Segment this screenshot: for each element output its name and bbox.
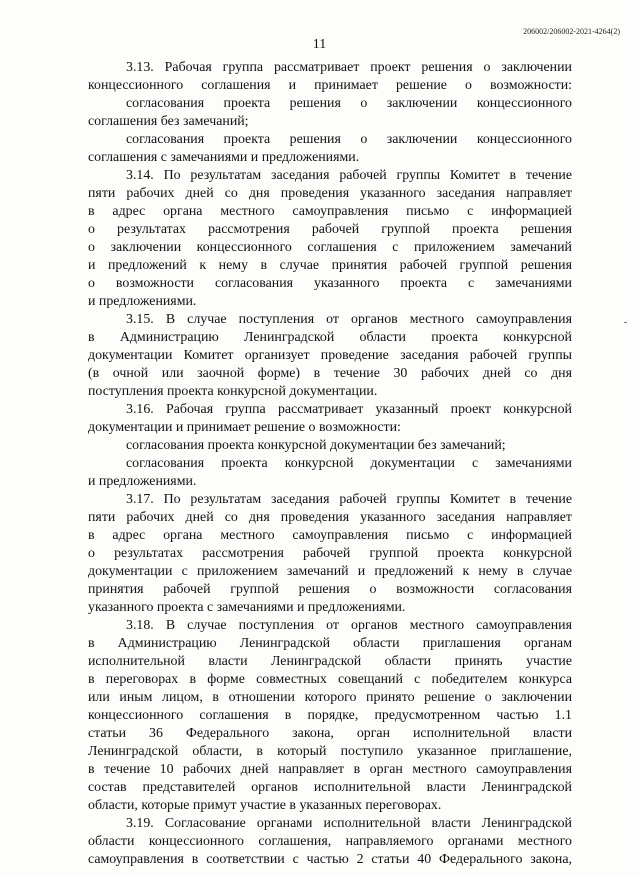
text-line: области концессионного соглашения, направляемого органами местного — [88, 834, 572, 849]
text-line: указанного проекта с замечаниями и предложениями. — [88, 600, 406, 615]
text-line: документации с приложением замечаний и предложений к нему в случае — [88, 564, 572, 579]
text-line: (в очной или заочной форме) в течение 30 рабочих дней со дня — [88, 366, 572, 381]
document-number: 206002/206002-2021-4264(2) — [523, 27, 620, 36]
text-line: и предложений к нему в случае принятия рабочей группой решения — [88, 258, 572, 273]
text-line: самоуправления в соответствии с частью 2 статьи 40 Федерального закона, — [88, 852, 572, 867]
text-line: о возможности согласования указанного проекта с замечаниями — [88, 276, 572, 291]
text-line: принятия рабочей группой решения о возможности согласования — [88, 582, 572, 597]
text-line: согласования проекта решения о заключении концессионного — [126, 96, 572, 111]
text-line: о заключении концессионного соглашения с приложением замечаний — [88, 240, 572, 255]
text-line: и предложениями. — [88, 474, 197, 489]
text-line: согласования проекта конкурсной документации без замечаний; — [126, 438, 506, 453]
text-line: 3.13. Рабочая группа рассматривает проект решения о заключении — [126, 60, 572, 75]
text-line: 3.14. По результатам заседания рабочей группы Комитет в течение — [126, 168, 572, 183]
text-line: 3.17. По результатам заседания рабочей группы Комитет в течение — [126, 492, 572, 507]
text-line: или иным лицом, в отношении которого принято решение о заключении — [88, 690, 572, 705]
text-line: концессионного соглашения и принимает решение о возможности: — [88, 78, 572, 93]
text-line: в Администрацию Ленинградской области проекта конкурсной — [88, 330, 572, 345]
scan-speck — [624, 322, 627, 323]
text-line: согласования проекта решения о заключении концессионного — [126, 132, 572, 147]
text-line: пяти рабочих дней со дня проведения указанного заседания направляет — [88, 510, 572, 525]
text-line: документации Комитет организует проведение заседания рабочей группы — [88, 348, 572, 363]
text-line: соглашения без замечаний; — [88, 114, 249, 129]
text-line: концессионного соглашения в порядке, предусмотренном частью 1.1 — [88, 708, 572, 723]
text-line: согласования проекта конкурсной документации с замечаниями — [126, 456, 572, 471]
text-line: документации и принимает решение о возможности: — [88, 420, 401, 435]
text-line: в переговорах в форме совместных совещаний с победителем конкурса — [88, 672, 572, 687]
text-line: Ленинградской области, в который поступило указанное приглашение, — [88, 744, 572, 759]
text-line: в течение 10 рабочих дней направляет в орган местного самоуправления — [88, 762, 572, 777]
text-line: пяти рабочих дней со дня проведения указанного заседания направляет — [88, 186, 572, 201]
text-line: 3.18. В случае поступления от органов местного самоуправления — [126, 618, 572, 633]
text-line: 3.16. Рабочая группа рассматривает указанный проект конкурсной — [126, 402, 572, 417]
text-line: о результатах рассмотрения рабочей группой проекта решения — [88, 222, 572, 237]
text-line: поступления проекта конкурсной документации. — [88, 384, 378, 399]
text-line: области, которые примут участие в указанных переговорах. — [88, 798, 442, 813]
text-line: соглашения с замечаниями и предложениями. — [88, 150, 360, 165]
text-line: 3.15. В случае поступления от органов местного самоуправления — [126, 312, 572, 327]
text-line: в адрес органа местного самоуправления письмо с информацией — [88, 528, 572, 543]
text-line: в адрес органа местного самоуправления письмо с информацией — [88, 204, 572, 219]
text-line: исполнительной власти Ленинградской области принять участие — [88, 654, 572, 669]
page-number: 11 — [312, 37, 327, 52]
text-line: статьи 36 Федерального закона, орган исполнительной власти — [88, 726, 572, 741]
text-line: о результатах рассмотрения рабочей группой проекта конкурсной — [88, 546, 572, 561]
text-line: состав представителей органов исполнительной власти Ленинградской — [88, 780, 572, 795]
text-line: в Администрацию Ленинградской области приглашения органам — [88, 636, 572, 651]
text-line: и предложениями. — [88, 294, 197, 309]
text-line: 3.19. Согласование органами исполнительной власти Ленинградской — [126, 816, 572, 831]
